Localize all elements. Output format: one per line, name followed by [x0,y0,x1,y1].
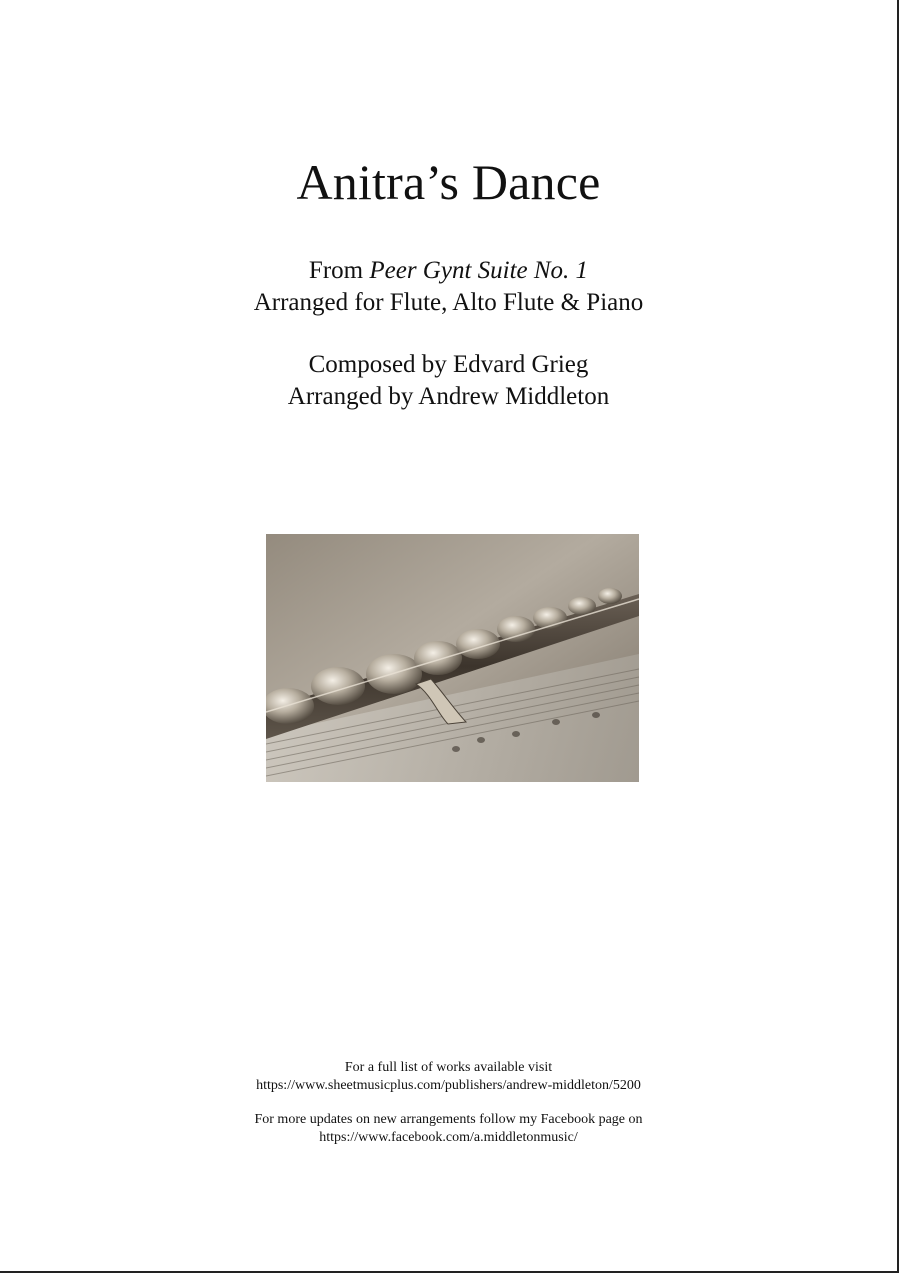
arranger-credit: Arranged by Andrew Middleton [287,383,610,410]
composer-credit: Composed by Edvard Grieg [308,351,589,378]
works-link[interactable]: https://www.sheetmusicplus.com/publishers/andrew-middleton/5200 [256,1078,641,1093]
page-title: Anitra’s Dance [296,154,601,210]
instrumentation-line: Arranged for Flute, Alto Flute & Piano [253,289,644,316]
works-notice: For a full list of works available visit [344,1060,553,1075]
source-work-line [0,255,897,287]
flute-photo [266,534,639,782]
source-work-title: Peer Gynt Suite No. 1 [369,257,589,284]
facebook-link[interactable]: https://www.facebook.com/a.middletonmusic/ [319,1130,578,1145]
flute-photo-illustration [266,534,639,782]
source-prefix: From [308,257,370,284]
facebook-notice: For more updates on new arrangements follow my Facebook page on [254,1112,643,1127]
